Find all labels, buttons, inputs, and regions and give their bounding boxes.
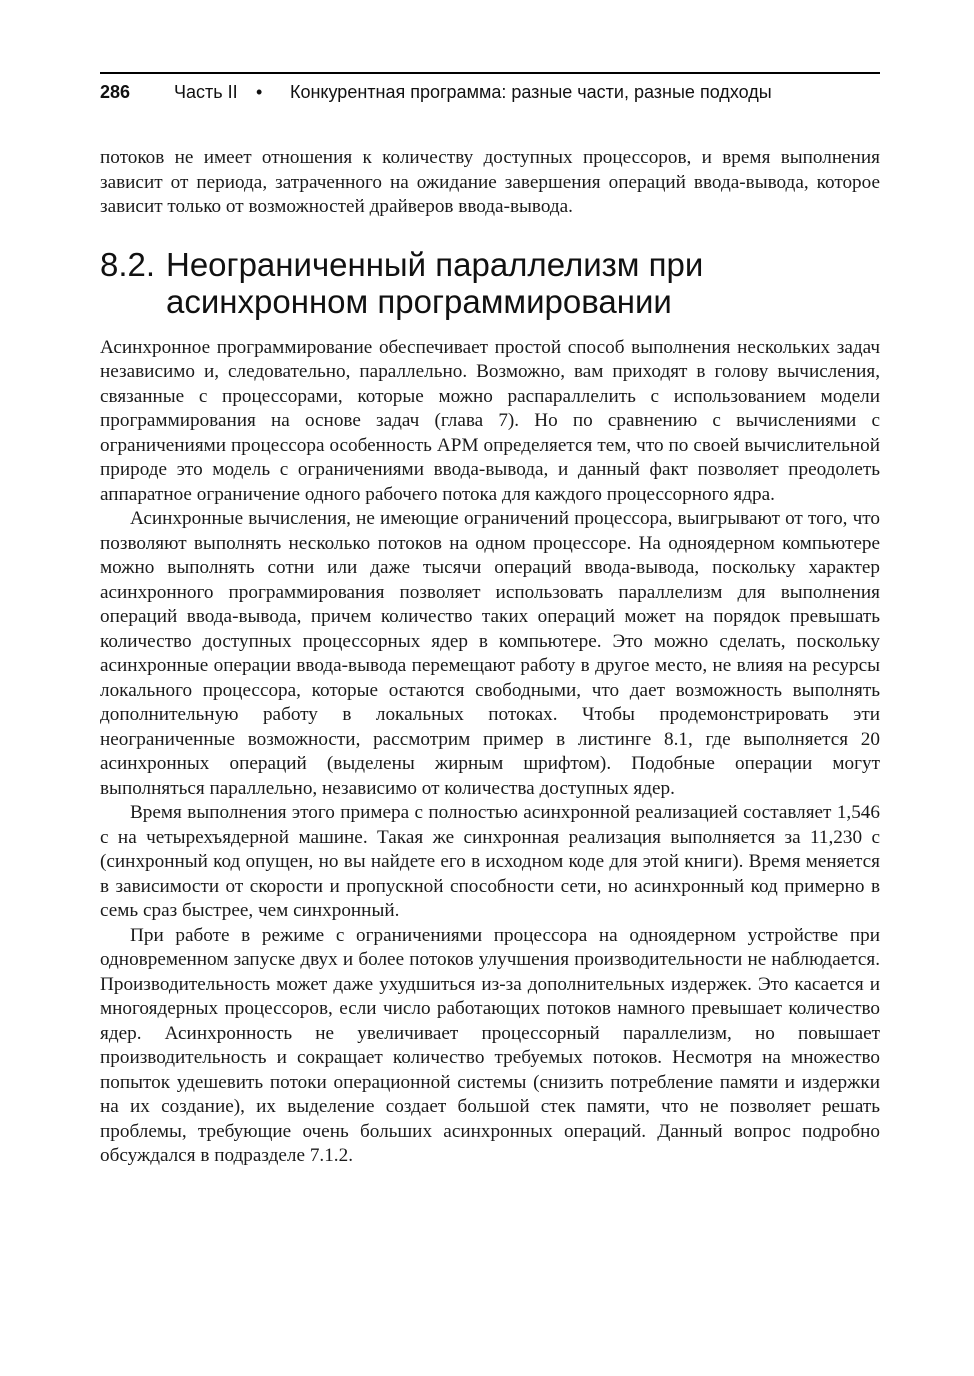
page-number: 286 (100, 82, 131, 102)
bullet-separator: • (256, 82, 263, 102)
page-body (100, 146, 880, 1169)
section-title: Неограниченный параллелизм при асинхронном программировании (166, 245, 704, 320)
section-heading (100, 246, 880, 320)
paragraph: При работе в режиме с ограничениями процессора на одноядерном устройстве при одновременном запуске двух и более потоков улучшения производительности не наблюдается. Производительность может даже ухудшиться из-за дополнительных издержек. Это касается и многоядерных процессоров, если число работающих потоков намного превышает количество ядер. Асинхронность не увеличивает процессорный параллелизм, но повышает производительность и сокращает количество требуемых потоков. Несмотря на множество попыток удешевить потоки операционной системы (снизить потребление памяти и издержки на их создание), их выделение создает большой стек памяти, что не позволяет решать проблемы, требующие очень больших асинхронных операций. Данный вопрос подробно обсуждался в подразделе 7.1.2. (100, 924, 880, 1166)
paragraph: Асинхронное программирование обеспечивает простой способ выполнения нескольких задач независимо и, следовательно, параллельно. Возможно, вам приходят в голову вычисления, связанные с процессорами, которые можно распараллелить с использованием модели программирования на основе задач (глава 7). Но по сравнению с вычислениями с ограничениями процессора особенность АРМ определяется тем, что по своей вычислительной природе это модель с ограничениями ввода-вывода, и данный факт позволяет преодолеть аппаратное ограничение одного рабочего потока для каждого процессорного ядра. (100, 336, 880, 505)
running-head (100, 72, 880, 102)
part-label: Часть II (174, 82, 238, 102)
chapter-title: Конкурентная программа: разные части, разные подходы (290, 82, 772, 102)
section-number: 8.2. (100, 245, 156, 283)
running-head-line (100, 82, 772, 103)
intro-paragraph: потоков не имеет отношения к количеству доступных процессоров, и время выполнения зависит от периода, затраченного на ожидание завершения операций ввода-вывода, которое зависит только от возможностей драйверов ввода-вывода. (100, 147, 880, 217)
paragraph: Асинхронные вычисления, не имеющие ограничений процессора, выигрывают от того, что позволяют выполнять несколько потоков на одном процессоре. На одноядерном компьютере можно выполнять сотни или даже тысячи операций ввода-вывода, поскольку характер асинхронного программирования позволяет использовать параллелизм для выполнения операций ввода-вывода, причем количество таких операций может на порядок превышать количество доступных процессорных ядер в компьютере. Это можно сделать, поскольку асинхронные операции ввода-вывода перемещают работу в другое место, не влияя на ресурсы локального процессора, которые остаются свободными, что дает возможность выполнять дополнительную работу в локальных потоках. Чтобы продемонстрировать эти неограниченные возможности, рассмотрим пример в листинге 8.1, где выполняется 20 асинхронных операций (выделены жирным шрифтом). Подобные операции могут выполняться параллельно, независимо от количества доступных ядер. (100, 508, 880, 799)
paragraph: Время выполнения этого примера с полностью асинхронной реализацией составляет 1,546 с на четырехъядерной машине. Такая же синхронная реализация выполняется за 11,230 с (синхронный код опущен, но вы найдете его в исходном коде для этой книги). Время меняется в зависимости от скорости и пропускной способности сети, но асинхронный код примерно в семь сраз быстрее, чем синхронный. (100, 802, 880, 921)
